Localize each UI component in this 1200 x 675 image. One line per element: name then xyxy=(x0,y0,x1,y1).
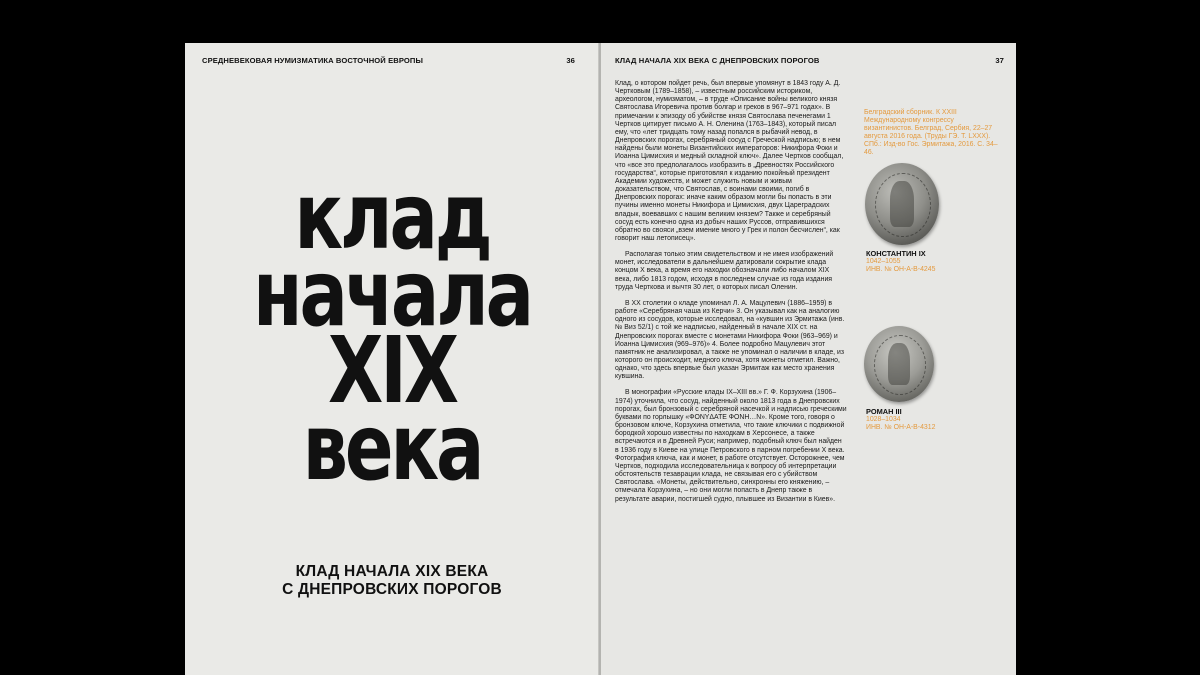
running-head-right: КЛАД НАЧАЛА XIX ВЕКА С ДНЕПРОВСКИХ ПОРОГОВ xyxy=(615,56,820,65)
page-number-left: 36 xyxy=(566,56,575,65)
coin-years: 1042–1055 xyxy=(866,258,901,266)
subtitle xyxy=(185,563,599,599)
subtitle-line-2: С ДНЕПРОВСКИХ ПОРОГОВ xyxy=(282,581,502,598)
display-title-line-2: начала xyxy=(253,240,531,347)
coin-image-roman xyxy=(864,326,934,402)
paragraph-3: В XX столетии о кладе упоминал Л. А. Мацулевич (1886–1959) в работе «Серебряная чаша из Керчи» 3. Он указывал как на аналогию одного из сосудов, которые исследовал, на «кувшин из Эрмитажа (инв. № Виз 52/1) с той же надписью, найденный в начале XIX ст. на Днепровских порогах вместе с монетами Никифора Фоки (963–969) и Иоанна Цимисхия (969–976)» 4. Более подробно Мацулевич этот памятник не анализировал, а также не упоминал о наличии в кладе, из которого он происходит, медного ключа, хотя монеты отметил. Важно, однако, что здесь впервые был указан Эрмитаж как место хранения кувшина. xyxy=(615,299,845,381)
coin-figure xyxy=(890,181,914,227)
coin-caption-1 xyxy=(866,250,1006,274)
display-title-line-3: XIX xyxy=(328,317,456,424)
running-head-left: СРЕДНЕВЕКОВАЯ НУМИЗМАТИКА ВОСТОЧНОЙ ЕВРОПЫ xyxy=(202,56,423,65)
coin-caption-2 xyxy=(866,408,1006,432)
coin-name: РОМАН III xyxy=(866,407,902,416)
sidebar-note: Белградский сборник. К XXIII Международному конгрессу византинистов. Белград, Сербия, 22–27 августа 2016 года. (Труды ГЭ. Т. LXXX). СПб.: Изд-во Гос. Эрмитажа, 2016. С. 34–46. xyxy=(864,109,998,157)
coin-inventory: ИНВ. № ОН-А-В-4245 xyxy=(866,266,936,274)
coin-image-konstantin xyxy=(865,163,939,245)
coin-years: 1028–1034 xyxy=(866,416,901,424)
paragraph-2: Располагая только этим свидетельством и не имея изображений монет, исследователи в дальнейшем датировали сокрытие клада концом X века, а время его находки обозначали либо началом XIX века, либо 1813 годом, исходя в последнем случае из года издания труда Черткова и вычтя 30 лет, о которых писал Оленин. xyxy=(615,251,834,291)
paragraph-1: Клад, о котором пойдет речь, был впервые упомянут в 1843 году А. Д. Чертковым (1789–1858), – известным российским историком, археологом, нумизматом, – в труде «Описание войны великого князя Святослава Игоревича против болгар и греков в 967–971 годах». В примечании к эпизоду об убийстве князя Святослава печенегами 1 Чертков цитирует письмо А. Н. Оленина (1763–1843), который писал ему, что «лет тридцать тому назад попался в рыбачий невод, в Днепровских порогах, серебряный сосуд с Греческой надписью; в нем найдены были монеты Византийских императоров: Никифора Фоки и Иоанна Цимисхия и медный складной ключ». Далее Чертков сообщал, что «все это предполагалось изобразить в „Древностях Российского государства“, которые приготовлял к изданию покойный президент Академии художеств, и может служить новым и живым доказательством, что Святослав, с воинами своими, погиб в Днепровских порогах: иначе каким образом могли бы попасть в эти пучины именно монеты Никифора и Цимисхия, двух Цареградских владык, воевавших с нашим великим князем? Также и серебряный сосуд есть конечно одна из добыч наших Руссов, отправившихся обратно во свояси „взем имение много у Грек и полон бесчислен“, как говорит наш летописец». xyxy=(615,80,844,242)
right-page xyxy=(601,43,1016,675)
left-page xyxy=(185,43,599,675)
display-title-line-1: клад xyxy=(294,163,490,270)
coin-inventory: ИНВ. № ОН-А-В-4312 xyxy=(866,424,936,432)
body-text xyxy=(615,80,847,512)
paragraph-4: В монографии «Русские клады IX–XIII вв.» Г. Ф. Корзухина (1906–1974) уточнила, что сосуд, найденный около 1813 года в Днепровских порогах, был бронзовый с серебряной насечкой и надписью греческими буквами по горлышку «ФОNYΔATE ФОNH…N». Кроме того, говоря о бронзовом ключе, Корзухина отметила, что такие ключики с подвижной бородкой хорошо известны по находкам в Херсонесе, а также встречаются и в Древней Руси; например, подобный ключ был найден в 1936 году в Киеве на улице Петровского в парном погребении X века. Фотография ключа, как и монет, в работе отсутствует. Осторожнее, чем Чертков, подходила исследовательница к вопросу об интерпретации обстоятельств тезаврации клада, не связывая его с убийством Святослава. «Монеты, действительно, синхронны его княжению, – отмечала Корзухина, – но они могли попасть в Днепр также в результате аварии, постигшей судно, плывшее из Византии в Киев». xyxy=(615,389,847,503)
page-number-right: 37 xyxy=(995,56,1004,65)
display-title xyxy=(185,163,599,501)
subtitle-line-1: КЛАД НАЧАЛА XIX ВЕКА xyxy=(295,563,489,580)
display-title-line-4: века xyxy=(302,394,482,501)
coin-name: КОНСТАНТИН IX xyxy=(866,249,926,258)
coin-figure xyxy=(888,343,910,386)
